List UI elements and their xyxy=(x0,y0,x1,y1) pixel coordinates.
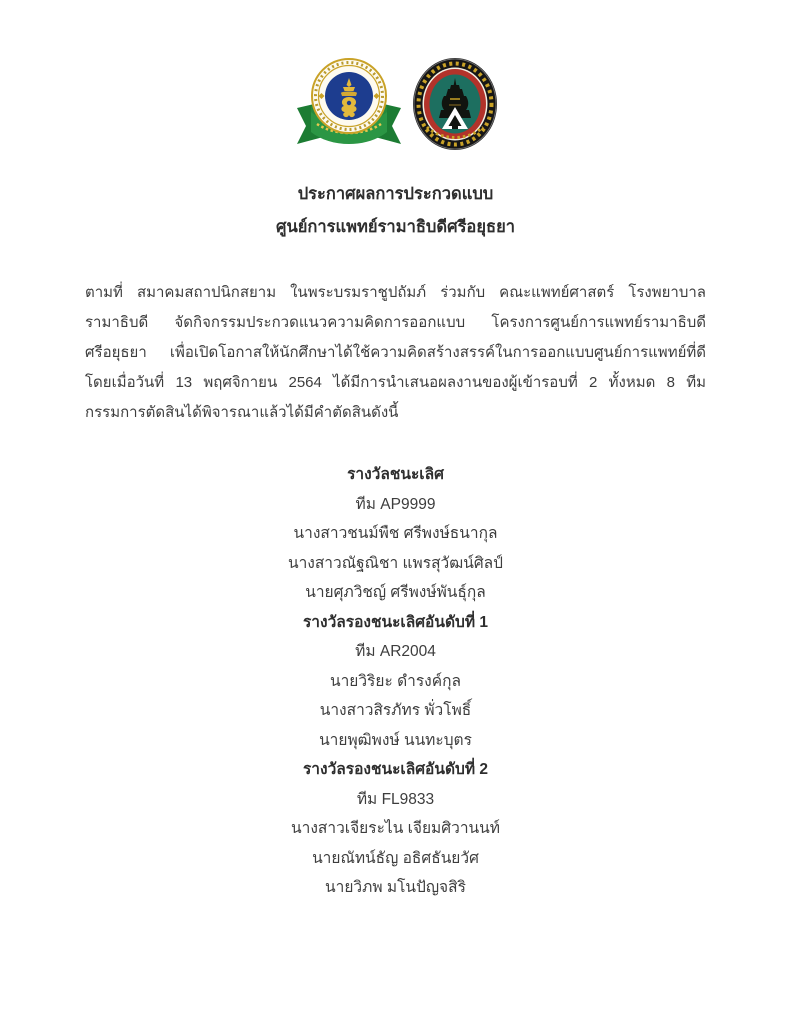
award-title: รางวัลรองชนะเลิศอันดับที่ 2 xyxy=(302,761,489,778)
asa-siamese-architects-logo-icon xyxy=(411,55,499,153)
award-title: รางวัลชนะเลิศ xyxy=(347,466,444,483)
award-section-winner xyxy=(0,460,791,608)
award-title: รางวัลรองชนะเลิศอันดับที่ 1 xyxy=(302,613,489,631)
member-name: นางสาวชนม์พืช ศรีพงษ์ธนากุล xyxy=(293,525,498,542)
member-name: นายศุภวิชญ์ ศรีพงษ์พันธุ์กุล xyxy=(305,584,486,601)
document-title-line1: ประกาศผลการประกวดแบบ xyxy=(297,185,494,203)
announcement-paragraph: ตามที่ สมาคมสถาปนิกสยาม ในพระบรมราชูปถัมภ์ ร่วมกับ คณะแพทย์ศาสตร์ โรงพยาบาลรามาธิบดี จัดกิจกรรมประกวดแนวความคิดการออกแบบ โครงการศูนย์การแพทย์รามาธิบดีศรีอยุธยา เพื่อเปิดโอกาสให้นักศึกษาได้ใช้ความคิดสร้างสรรค์ในการออกแบบศูนย์การแพทย์ที่ดี โดยเมื่อวันที่ 13 พฤศจิกายน 2564 ได้มีการนำเสนอผลงานของผู้เข้ารอบที่ 2 ทั้งหมด 8 ทีม กรรมการตัดสินได้พิจารณาแล้วได้มีคำตัดสินดังนี้ xyxy=(85,284,706,421)
team-label: ทีม AP9999 xyxy=(355,495,436,513)
mahidol-ramathibodi-logo-icon xyxy=(293,56,405,152)
member-name: นางสาวณัฐณิชา แพรสุวัฒน์ศิลป์ xyxy=(287,554,504,572)
member-name: นายพุฒิพงษ์ นนทะบุตร xyxy=(319,731,472,749)
document-title-line2: ศูนย์การแพทย์รามาธิบดีศรีอยุธยา xyxy=(275,218,516,236)
member-name: นายวิภพ มโนปัญจสิริ xyxy=(325,879,466,896)
logo-row xyxy=(0,0,791,152)
team-label: ทีม FL9833 xyxy=(356,790,435,808)
award-section-second-runner-up xyxy=(0,755,791,903)
member-name: นางสาวเจียระไน เจียมศิวานนท์ xyxy=(291,820,500,837)
document-title xyxy=(0,178,791,244)
member-name: นายวิริยะ ดำรงค์กุล xyxy=(329,672,462,690)
awards-list xyxy=(0,460,791,903)
member-name: นายณัทน์ธัญ อธิศธันยวัศ xyxy=(312,849,479,867)
team-label: ทีม AR2004 xyxy=(355,643,436,660)
award-section-first-runner-up xyxy=(0,608,791,756)
member-name: นางสาวสิรภัทร พั่วโพธิ์ xyxy=(319,702,472,719)
